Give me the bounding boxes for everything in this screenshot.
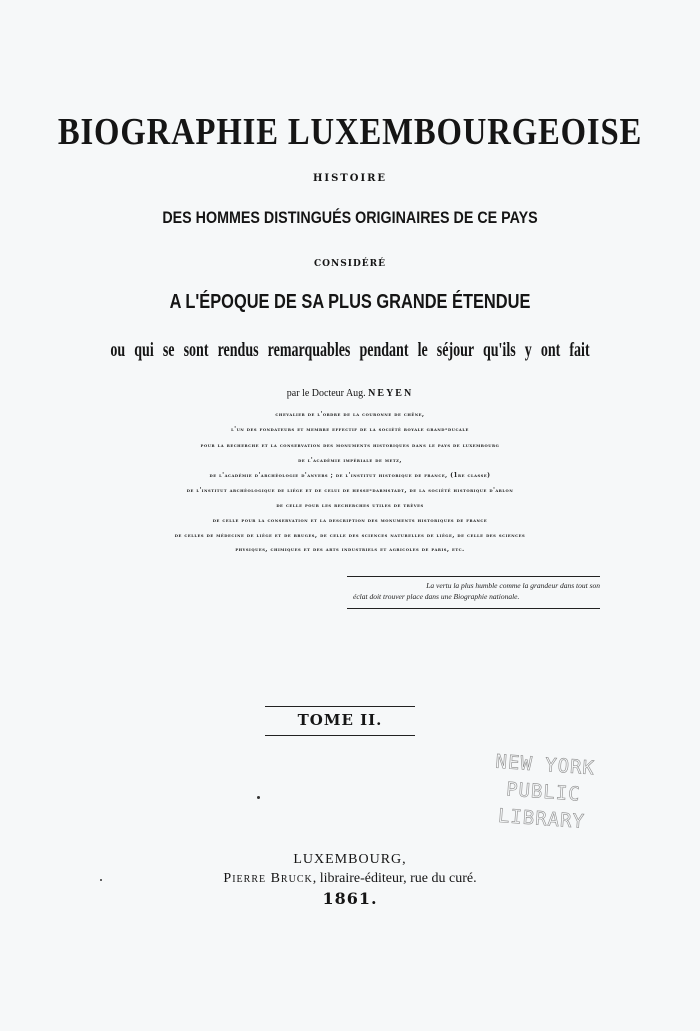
credential-line: chevalier de l'ordre de la couronne de chêne, bbox=[275, 411, 425, 418]
subtitle-remarquables: ou qui se sont rendus remarquables pendant le séjour qu'ils y ont fait bbox=[110, 339, 590, 361]
epigraph-line: éclat doit trouver place dans une Biographie nationale. bbox=[353, 592, 520, 601]
credential-line: pour la recherche et la conservation des monuments historiques dans le pays de luxembourg bbox=[200, 442, 500, 449]
ink-speck bbox=[100, 879, 102, 881]
subtitle-considere: CONSIDÉRÉ bbox=[314, 259, 386, 269]
publisher-details: , libraire-éditeur, rue du curé. bbox=[312, 871, 477, 886]
imprint-place: LUXEMBOURG, bbox=[293, 852, 407, 867]
author-line bbox=[0, 388, 700, 399]
credential-line: l'un des fondateurs et membre effectif de la société royale grand-ducale bbox=[231, 426, 469, 433]
stamp-line: NEW YORK bbox=[494, 750, 596, 780]
subtitle-epoque: A L'ÉPOQUE DE SA PLUS GRANDE ÉTENDUE bbox=[169, 291, 531, 313]
credential-line: de l'institut archéologique de liége et de celui de hesse-darmstadt, de la société historique d'arlon bbox=[186, 487, 514, 494]
imprint-year: 1861. bbox=[322, 889, 378, 908]
ink-speck bbox=[257, 796, 260, 799]
author-prefix: par le Docteur Aug. bbox=[286, 388, 366, 399]
book-title: BIOGRAPHIE LUXEMBOURGEOISE bbox=[57, 111, 643, 153]
credential-line: de celles de médecine de liége et de bruges, de celle des sciences naturelles de liége, de celle des sciences bbox=[174, 532, 526, 539]
library-perforation-stamp bbox=[475, 748, 611, 847]
author-name: NEYEN bbox=[368, 388, 414, 399]
subtitle-hommes-distingues: DES HOMMES DISTINGUÉS ORIGINAIRES DE CE PAYS bbox=[162, 208, 538, 227]
epigraph bbox=[347, 576, 600, 609]
credential-line: de l'académie d'archéologie d'anvers ; de l'institut historique de france, (1re classe) bbox=[209, 472, 491, 479]
credential-line: physiques, chimiques et des arts industriels et agricoles de paris, etc. bbox=[235, 546, 465, 553]
subtitle-histoire: HISTOIRE bbox=[312, 173, 388, 184]
imprint-publisher bbox=[0, 871, 700, 887]
stamp-line: PUBLIC bbox=[505, 778, 582, 806]
epigraph-line: La vertu la plus humble comme la grandeur dans tout son bbox=[426, 581, 600, 590]
credential-line: de celle pour la conservation et la description des monuments historiques de france bbox=[212, 517, 488, 524]
stamp-line: LIBRARY bbox=[497, 804, 586, 833]
publisher-name: Pierre Bruck bbox=[223, 871, 313, 886]
volume-label: TOME II. bbox=[297, 711, 383, 729]
volume-box bbox=[265, 706, 415, 736]
credential-line: de l'académie impériale de metz, bbox=[298, 457, 402, 464]
credential-line: de celle pour les recherches utiles de trèves bbox=[276, 502, 424, 509]
